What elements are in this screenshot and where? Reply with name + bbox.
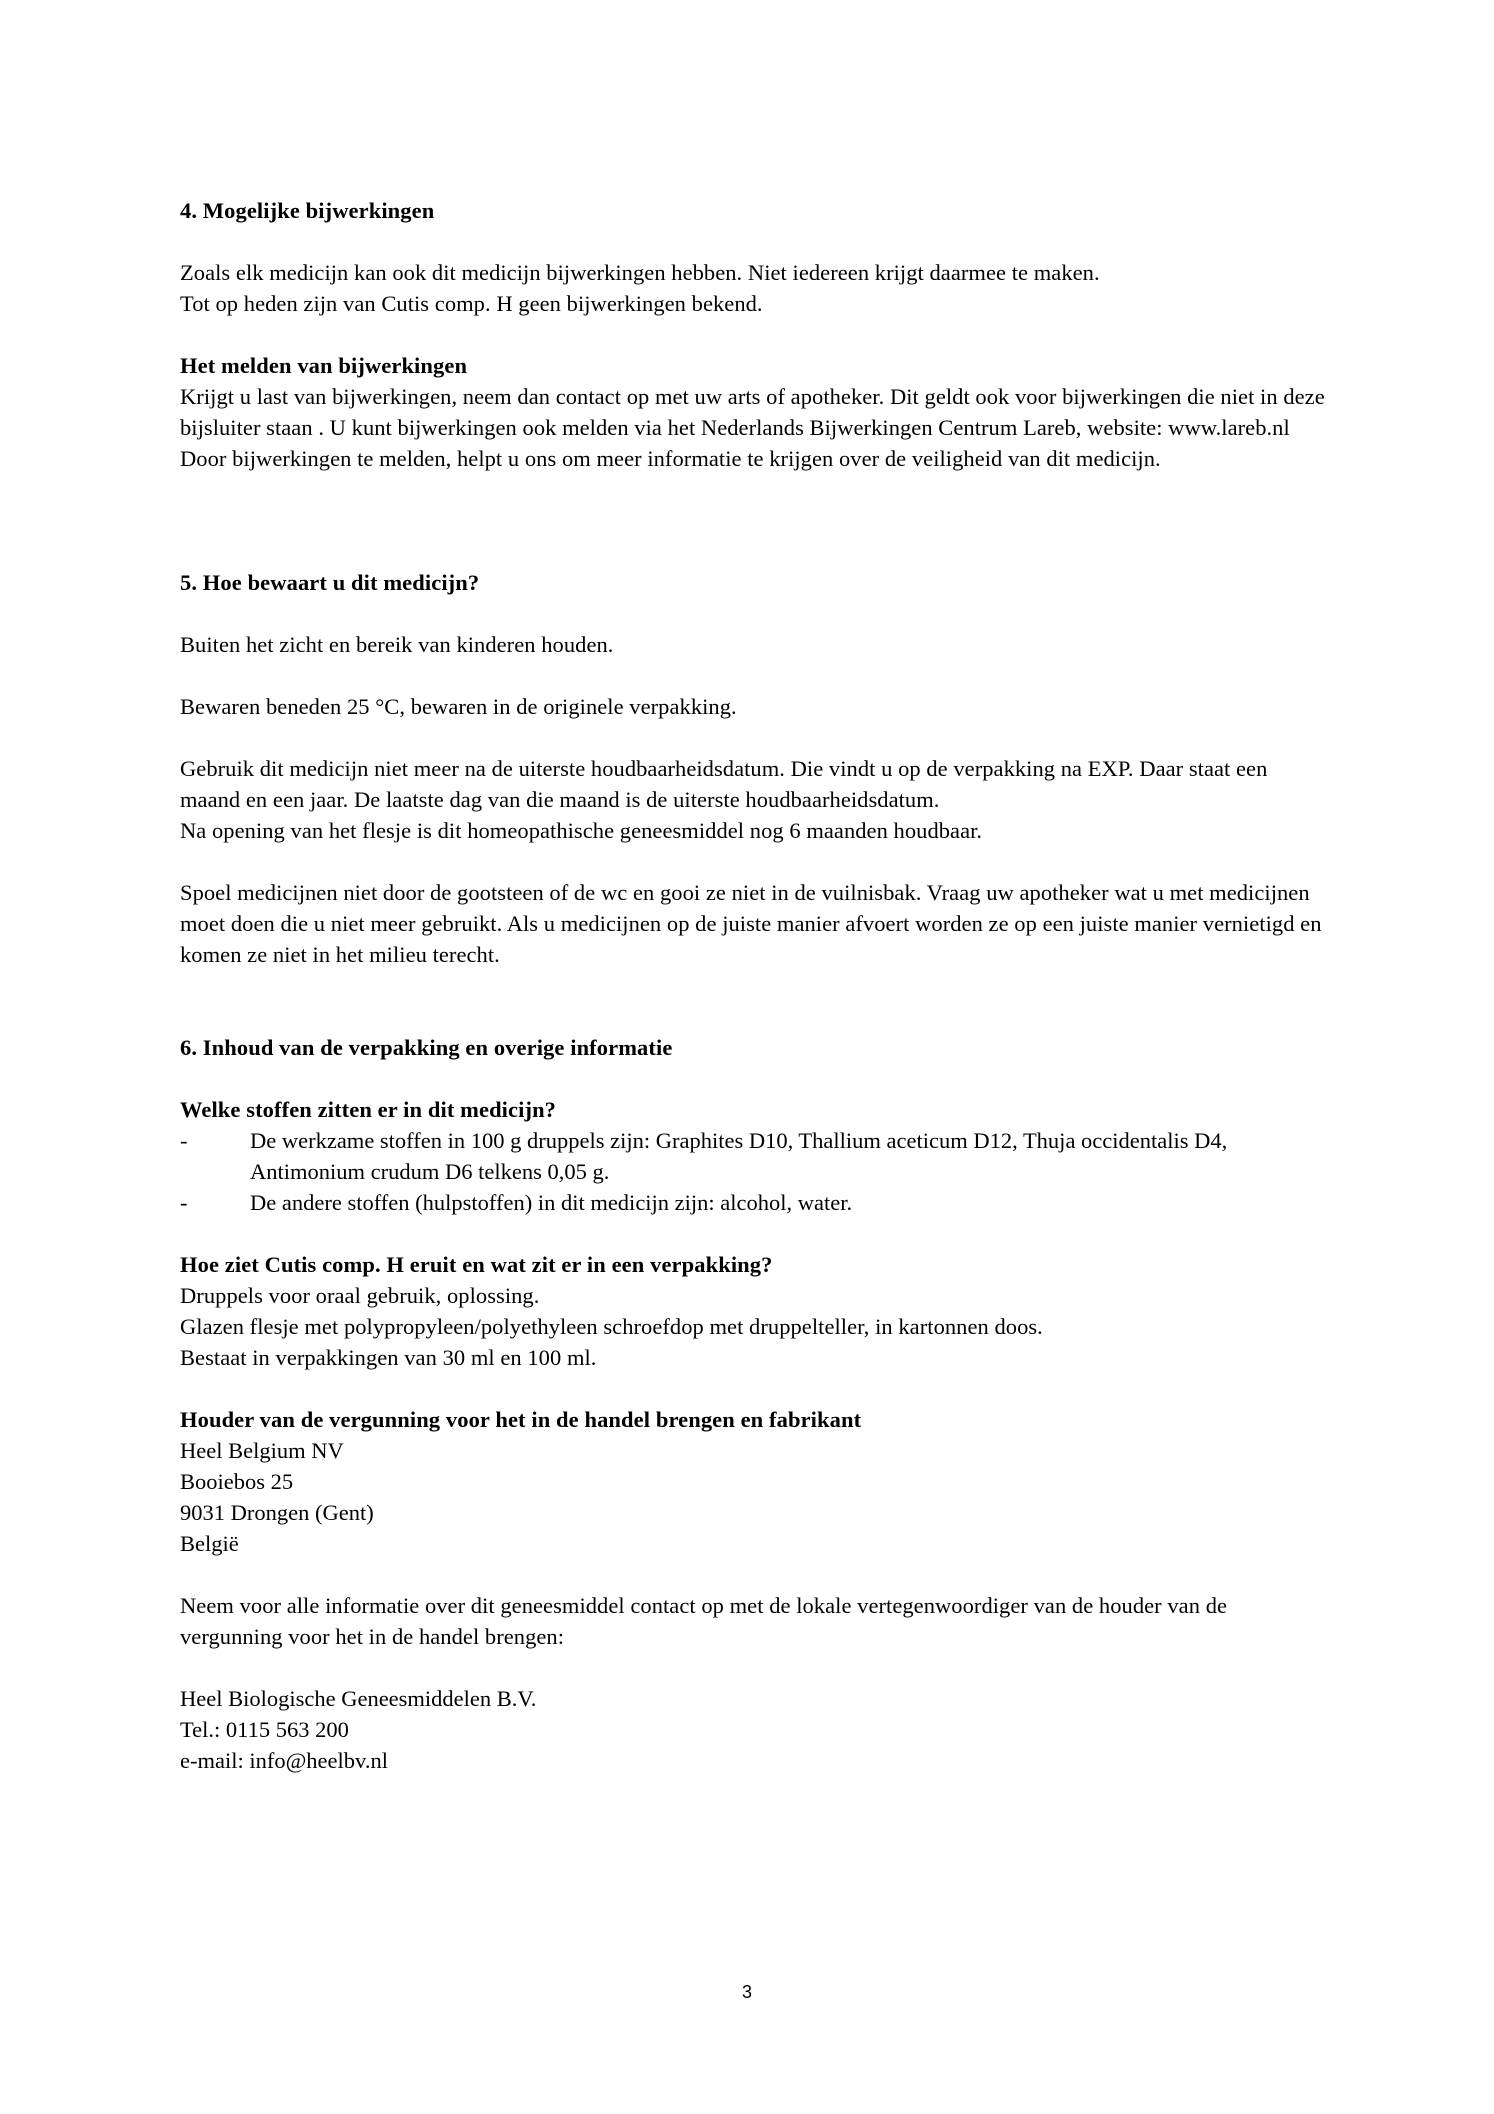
spacer <box>180 1218 1325 1249</box>
substances-heading: Welke stoffen zitten er in dit medicijn? <box>180 1097 557 1122</box>
dash-bullet-icon: - <box>180 1190 188 1215</box>
list-item-label: De werkzame stoffen in 100 g druppels zijn: Graphites D10, Thallium aceticum D12, Thuja occidentalis D4, Antimonium crudum D6 telkens 0,05 g. <box>250 1128 1228 1184</box>
appearance-line-2: Glazen flesje met polypropyleen/polyethyleen schroefdop met druppelteller, in kartonnen doos. <box>180 1314 1043 1339</box>
dash-bullet-icon: - <box>180 1128 188 1153</box>
spacer <box>180 1652 1325 1683</box>
holder-address-line: 9031 Drongen (Gent) <box>180 1500 374 1525</box>
spacer <box>180 474 1325 567</box>
section-5-heading: 5. Hoe bewaart u dit medicijn? <box>180 570 480 595</box>
list-item <box>180 1187 1325 1218</box>
spacer <box>180 1559 1325 1590</box>
spacer <box>180 846 1325 877</box>
spacer <box>180 1063 1325 1094</box>
spacer <box>180 660 1325 691</box>
reporting-side-effects-paragraph-2: Door bijwerkingen te melden, helpt u ons om meer informatie te krijgen over de veiligheid van dit medicijn. <box>180 446 1161 471</box>
substances-list <box>180 1125 1325 1218</box>
holder-address-line: België <box>180 1531 239 1556</box>
contact-line: Heel Biologische Geneesmiddelen B.V. <box>180 1686 537 1711</box>
storage-paragraph-3: Gebruik dit medicijn niet meer na de uiterste houdbaarheidsdatum. Die vindt u op de verpakking na EXP. Daar staat een maand en een jaar. De laatste dag van die maand is de uiterste houdbaarheidsdatum. <box>180 756 1268 812</box>
contact-line: Tel.: 0115 563 200 <box>180 1717 349 1742</box>
reporting-side-effects-heading: Het melden van bijwerkingen <box>180 353 468 378</box>
storage-paragraph-4: Na opening van het flesje is dit homeopathische geneesmiddel nog 6 maanden houdbaar. <box>180 818 983 843</box>
spacer <box>180 970 1325 1032</box>
holder-address-line: Heel Belgium NV <box>180 1438 344 1463</box>
storage-paragraph-1: Buiten het zicht en bereik van kinderen houden. <box>180 632 614 657</box>
spacer <box>180 226 1325 257</box>
reporting-side-effects-paragraph-1: Krijgt u last van bijwerkingen, neem dan contact op met uw arts of apotheker. Dit geldt ook voor bijwerkingen die niet in deze bijsluiter staan . U kunt bijwerkingen ook melden via het Nederlands Bijwerkingen Centrum Lareb, website: www.lareb.nl <box>180 384 1325 440</box>
appearance-heading: Hoe ziet Cutis comp. H eruit en wat zit er in een verpakking? <box>180 1252 773 1277</box>
holder-address-line: Booiebos 25 <box>180 1469 294 1494</box>
appearance-line-3: Bestaat in verpakkingen van 30 ml en 100 ml. <box>180 1345 597 1370</box>
spacer <box>180 1373 1325 1404</box>
section-6-heading: 6. Inhoud van de verpakking en overige informatie <box>180 1035 673 1060</box>
appearance-line-1: Druppels voor oraal gebruik, oplossing. <box>180 1283 540 1308</box>
spacer <box>180 722 1325 753</box>
list-item <box>180 1125 1325 1187</box>
storage-paragraph-5: Spoel medicijnen niet door de gootsteen of de wc en gooi ze niet in de vuilnisbak. Vraag uw apotheker wat u met medicijnen moet doen die u niet meer gebruikt. Als u medicijnen op de juiste manier afvoert worden ze op een juiste manier vernietigd en komen ze niet in het milieu terecht. <box>180 880 1322 967</box>
page-number: 3 <box>741 1982 752 2002</box>
spacer <box>180 598 1325 629</box>
contact-line: e-mail: info@heelbv.nl <box>180 1748 388 1773</box>
marketing-holder-heading: Houder van de vergunning voor het in de handel brengen en fabrikant <box>180 1407 862 1432</box>
spacer <box>180 319 1325 350</box>
section-4-intro-line-2: Tot op heden zijn van Cutis comp. H geen bijwerkingen bekend. <box>180 291 763 316</box>
list-item-label: De andere stoffen (hulpstoffen) in dit medicijn zijn: alcohol, water. <box>250 1190 853 1215</box>
storage-paragraph-2: Bewaren beneden 25 °C, bewaren in de originele verpakking. <box>180 694 737 719</box>
document-body <box>180 195 1325 1776</box>
local-representative-intro: Neem voor alle informatie over dit geneesmiddel contact op met de lokale vertegenwoordiger van de houder van de vergunning voor het in de handel brengen: <box>180 1593 1228 1649</box>
section-4-intro-line-1: Zoals elk medicijn kan ook dit medicijn bijwerkingen hebben. Niet iedereen krijgt daarmee te maken. <box>180 260 1100 285</box>
section-4-heading: 4. Mogelijke bijwerkingen <box>180 198 435 223</box>
